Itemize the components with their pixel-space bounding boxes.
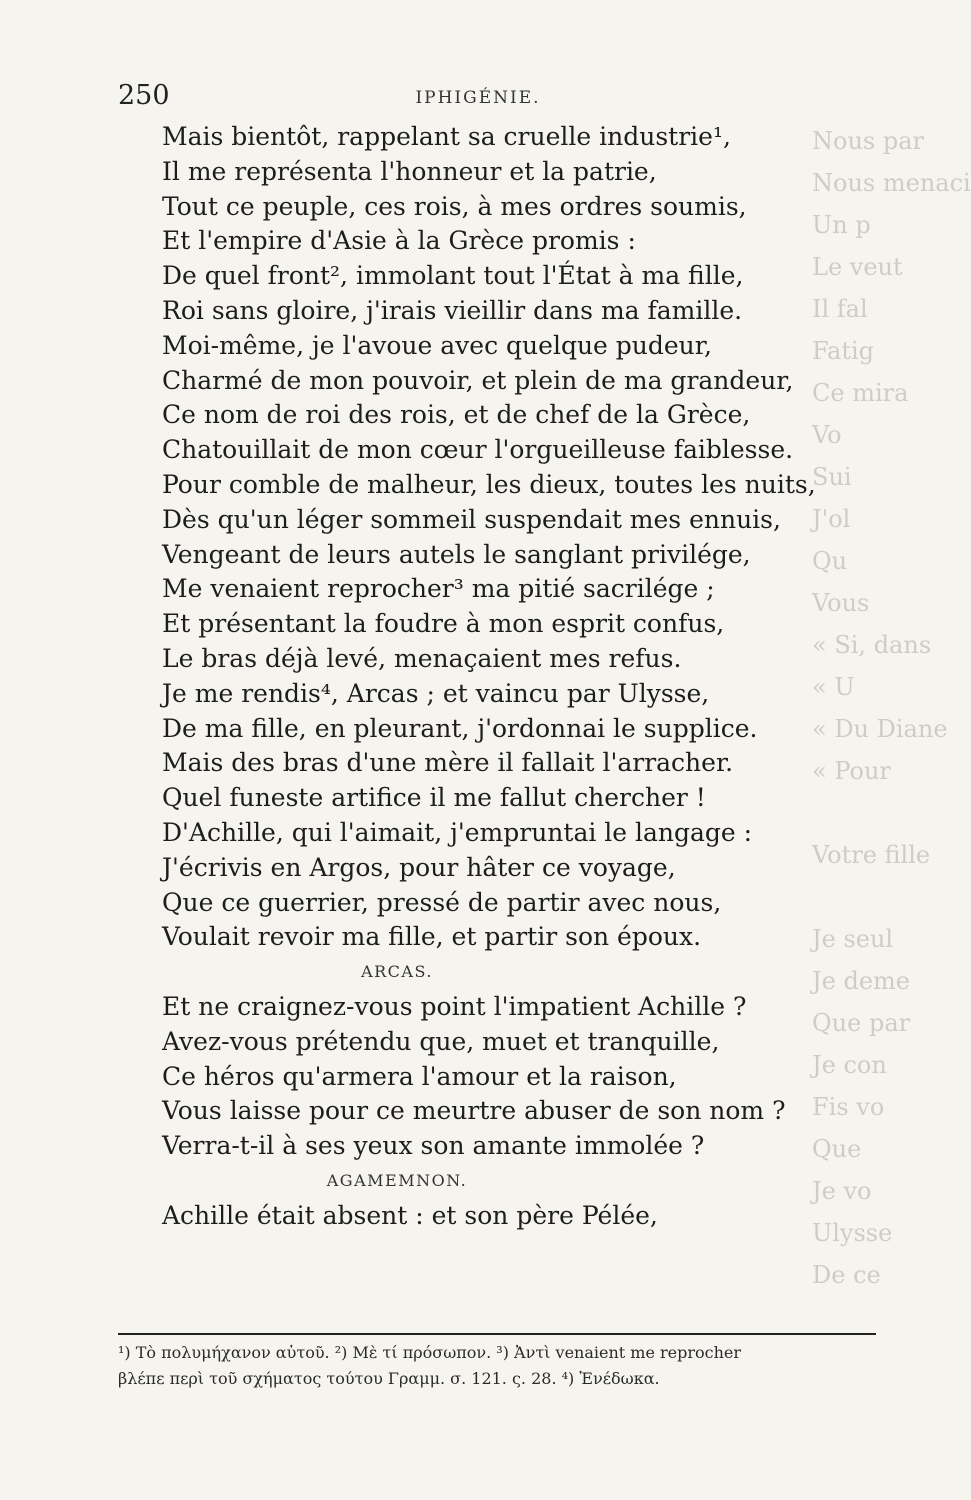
show-through-line: Vo: [812, 421, 842, 449]
verse-line: Dès qu'un léger sommeil suspendait mes ennuis,: [162, 504, 781, 534]
show-through-line: « Pour: [812, 757, 891, 785]
show-through-line: Il fal: [812, 295, 868, 323]
verse-line: Voulait revoir ma fille, et partir son époux.: [162, 922, 702, 952]
verse-line: Roi sans gloire, j'irais vieillir dans ma famille.: [162, 295, 743, 325]
verse-line: Mais bientôt, rappelant sa cruelle industrie¹,: [162, 122, 731, 151]
show-through-line: Qu: [812, 547, 848, 575]
verse-line: Me venaient reprocher³ ma pitié sacrilége ;: [162, 574, 715, 604]
show-through-line: Nous menaci: [812, 169, 971, 197]
verse-line: Mais des bras d'une mère il fallait l'arracher.: [162, 748, 734, 778]
page-number: 250: [118, 80, 170, 111]
show-through-line: Le veut: [812, 253, 903, 281]
show-through-line: Je con: [812, 1051, 887, 1079]
running-title: IPHIGÉNIE.: [415, 88, 541, 108]
show-through-line: De ce: [812, 1261, 881, 1289]
verse-line: Verra-t-il à ses yeux son amante immolée ?: [162, 1131, 705, 1161]
verse-line: Avez-vous prétendu que, muet et tranquille,: [162, 1026, 720, 1056]
show-through-line: Nous par: [812, 127, 924, 155]
verse-line: J'écrivis en Argos, pour hâter ce voyage,: [162, 852, 676, 882]
verse-line: D'Achille, qui l'aimait, j'empruntai le langage :: [162, 817, 753, 847]
show-through-line: « Si, dans: [812, 631, 932, 659]
show-through-line: Que: [812, 1135, 862, 1163]
footnote-rule: [118, 1333, 876, 1335]
verse-line: Achille était absent : et son père Pélée,: [162, 1200, 658, 1230]
show-through-line: Que par: [812, 1009, 911, 1037]
footnote-line: βλέπε περὶ τοῦ σχήματος τούτου Γραμμ. σ. 121. ς. 28. ⁴) Ἐνέδωκα.: [118, 1369, 660, 1388]
show-through-line: Un p: [812, 211, 871, 239]
verse-line: Quel funeste artifice il me fallut chercher !: [162, 783, 706, 813]
show-through-line: Ce mira: [812, 379, 909, 407]
show-through-line: Vous: [812, 589, 870, 617]
verse-line: Vengeant de leurs autels le sanglant privilége,: [162, 539, 751, 569]
verse-line: Ce héros qu'armera l'amour et la raison,: [162, 1061, 677, 1091]
verse-line: Et ne craignez-vous point l'impatient Achille ?: [162, 991, 747, 1021]
show-through-line: Sui: [812, 463, 852, 491]
footnotes: [118, 1340, 878, 1392]
verse-line: Vous laisse pour ce meurtre abuser de son nom ?: [162, 1096, 786, 1126]
show-through-line: Je vo: [812, 1177, 872, 1205]
verse-line: Le bras déjà levé, menaçaient mes refus.: [162, 643, 682, 673]
verse-line: Que ce guerrier, pressé de partir avec nous,: [162, 887, 722, 917]
show-through-line: Je deme: [812, 967, 910, 995]
verse-line: Charmé de mon pouvoir, et plein de ma grandeur,: [162, 365, 794, 395]
verse-line: Pour comble de malheur, les dieux, toutes les nuits,: [162, 469, 816, 499]
show-through-line: Fis vo: [812, 1093, 885, 1121]
show-through-line: Fatig: [812, 337, 875, 365]
verse-line: De quel front², immolant tout l'État à ma fille,: [162, 261, 744, 291]
verse-line: Chatouillait de mon cœur l'orgueilleuse faiblesse.: [162, 435, 794, 465]
verse-line: Et l'empire d'Asie à la Grèce promis :: [162, 226, 636, 256]
running-header: [118, 80, 838, 116]
show-through-line: « Du Diane: [812, 715, 948, 743]
verse-line: Moi-même, je l'avoue avec quelque pudeur,: [162, 330, 712, 360]
show-through-line: Ulysse: [812, 1219, 893, 1247]
show-through-line: Votre fille: [812, 841, 931, 869]
footnote-line: ¹) Τὸ πολυμήχανον αὐτοῦ. ²) Μὲ τί πρόσωπον. ³) Ἀντὶ venaient me reprocher: [118, 1343, 742, 1362]
show-through-line: « U: [812, 673, 855, 701]
verse-line: Tout ce peuple, ces rois, à mes ordres soumis,: [162, 191, 747, 221]
speaker-name-arcas: ARCAS.: [361, 962, 433, 982]
speaker-name-agamemnon: AGAMEMNON.: [326, 1170, 468, 1190]
verse-line: De ma fille, en pleurant, j'ordonnai le supplice.: [162, 713, 758, 743]
verse-line: Et présentant la foudre à mon esprit confus,: [162, 609, 725, 639]
verse-line: Il me représenta l'honneur et la patrie,: [162, 156, 657, 186]
show-through-line: Je seul: [812, 925, 894, 953]
verse-line: Je me rendis⁴, Arcas ; et vaincu par Ulysse,: [162, 678, 710, 708]
show-through-line: J'ol: [812, 505, 851, 533]
verse-block: [162, 120, 862, 1234]
verse-line: Ce nom de roi des rois, et de chef de la Grèce,: [162, 400, 751, 430]
